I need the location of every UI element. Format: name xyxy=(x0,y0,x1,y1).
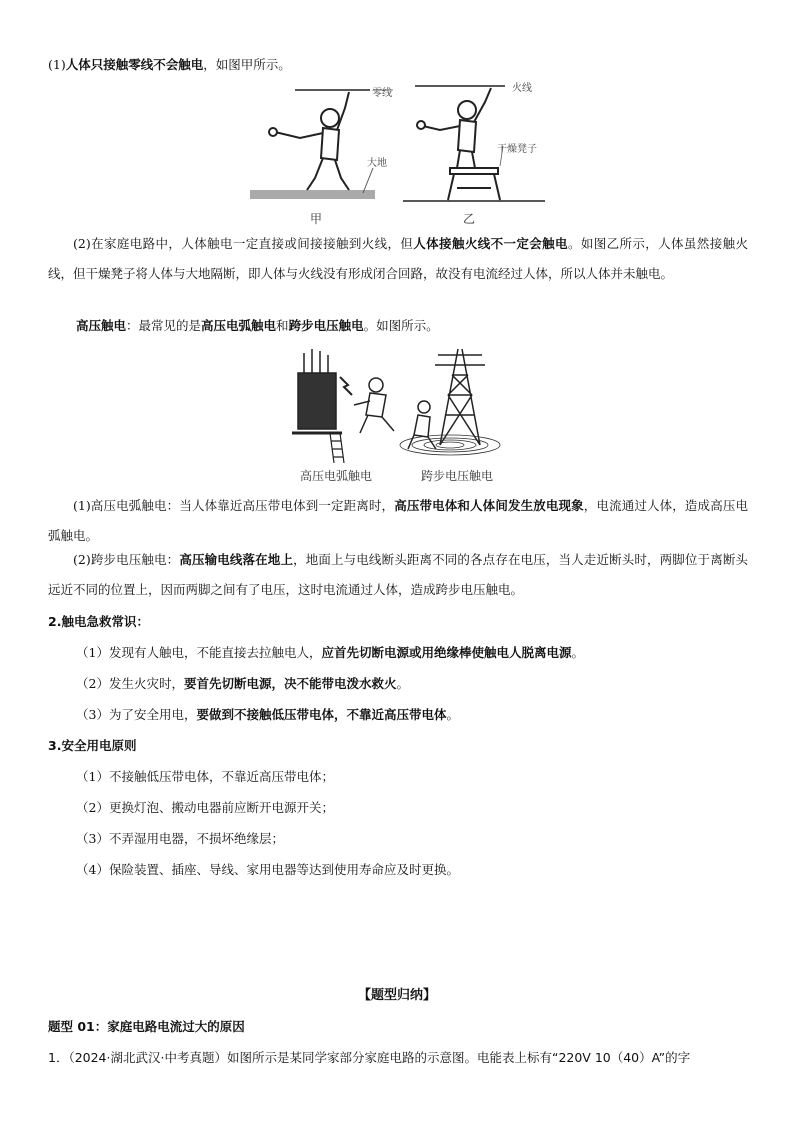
person-figure-right xyxy=(417,88,491,168)
bold-text: 人体接触火线不一定会触电 xyxy=(413,236,568,251)
sec2-item-2: （2）发生火灾时，要首先切断电源，决不能带电泼水救火。 xyxy=(76,676,409,691)
person-arc xyxy=(354,378,394,433)
sec3-item-1: （1）不接触低压带电体，不靠近高压带电体； xyxy=(76,769,334,784)
person-figure-left xyxy=(269,92,349,190)
caption-jia: 甲 xyxy=(310,212,323,226)
paragraph-live-wire: (2)在家庭电路中，人体触电一定直接或间接接触到火线，但人体接触火线不一定会触电。如图乙所示，人体虽然接触火线，但干燥凳子将人体与大地隔断，即人体与火线没有形成闭合回路，故没有电流经过人体，所以人体并未触电。 xyxy=(48,236,748,281)
paragraph-high-voltage: 高压触电：最常见的是高压电弧触电和跨步电压触电。如图所示。 xyxy=(76,318,439,333)
step-voltage-rings xyxy=(400,435,500,455)
label-ground: 大地 xyxy=(367,158,387,169)
label-neutral-wire: 零线 xyxy=(372,88,392,99)
paragraph-step: (2)跨步电压触电：高压输电线落在地上，地面上与电线断头距离不同的各点存在电压，当人走近断头时，两脚位于离断头远近不同的位置上，因而两脚之间有了电压，这时电流通过人体，造成跨步电压触电。 xyxy=(48,552,748,597)
caption-arc: 高压电弧触电 xyxy=(300,469,373,483)
section-3-title: 3.安全用电原则 xyxy=(48,738,137,753)
type-01-heading: 题型 01：家庭电路电流过大的原因 xyxy=(48,1019,245,1034)
arc-spark xyxy=(340,377,352,395)
figure-high-voltage xyxy=(290,345,510,463)
caption-yi: 乙 xyxy=(463,212,476,226)
bold-text: 高压带电体和人体间发生放电现象 xyxy=(394,498,584,513)
transmission-tower xyxy=(435,349,485,445)
sec3-item-4: （4）保险装置、插座、导线、家用电器等达到使用寿命应及时更换。 xyxy=(76,862,459,877)
person-step xyxy=(408,401,436,449)
bold-text: 高压输电线落在地上 xyxy=(179,552,294,567)
sec3-item-2: （2）更换灯泡、搬动电器前应断开电源开关； xyxy=(76,800,334,815)
ground-strip xyxy=(250,190,375,199)
caption-step: 跨步电压触电 xyxy=(421,469,494,483)
sec3-item-3: （3）不弄湿用电器，不损坏绝缘层； xyxy=(76,831,284,846)
paragraph-arc: (1)高压电弧触电：当人体靠近高压带电体到一定距离时，高压带电体和人体间发生放电现象，电流通过人体，造成高压电弧触电。 xyxy=(48,498,748,543)
paragraph-neutral-wire: (1)人体只接触零线不会触电，如图甲所示。 xyxy=(48,57,291,72)
label-live-wire: 火线 xyxy=(512,83,532,94)
question-1: 1．（2024·湖北武汉·中考真题）如图所示是某同学家部分家庭电路的示意图。电能表上标有“220V 10（40）A”的字 xyxy=(48,1050,691,1065)
summary-title: 【题型归纳】 xyxy=(357,988,436,1003)
sec2-item-3: （3）为了安全用电，要做到不接触低压带电体，不靠近高压带电体。 xyxy=(76,707,459,722)
transformer xyxy=(292,349,344,463)
section-2-title: 2.触电急救常识： xyxy=(48,614,149,629)
bold-text: 人体只接触零线不会触电 xyxy=(65,57,204,72)
stool xyxy=(448,168,500,200)
sec2-item-1: （1）发现有人触电，不能直接去拉触电人，应首先切断电源或用绝缘棒使触电人脱离电源。 xyxy=(76,645,584,660)
label-dry-stool: 干燥凳子 xyxy=(497,144,537,155)
